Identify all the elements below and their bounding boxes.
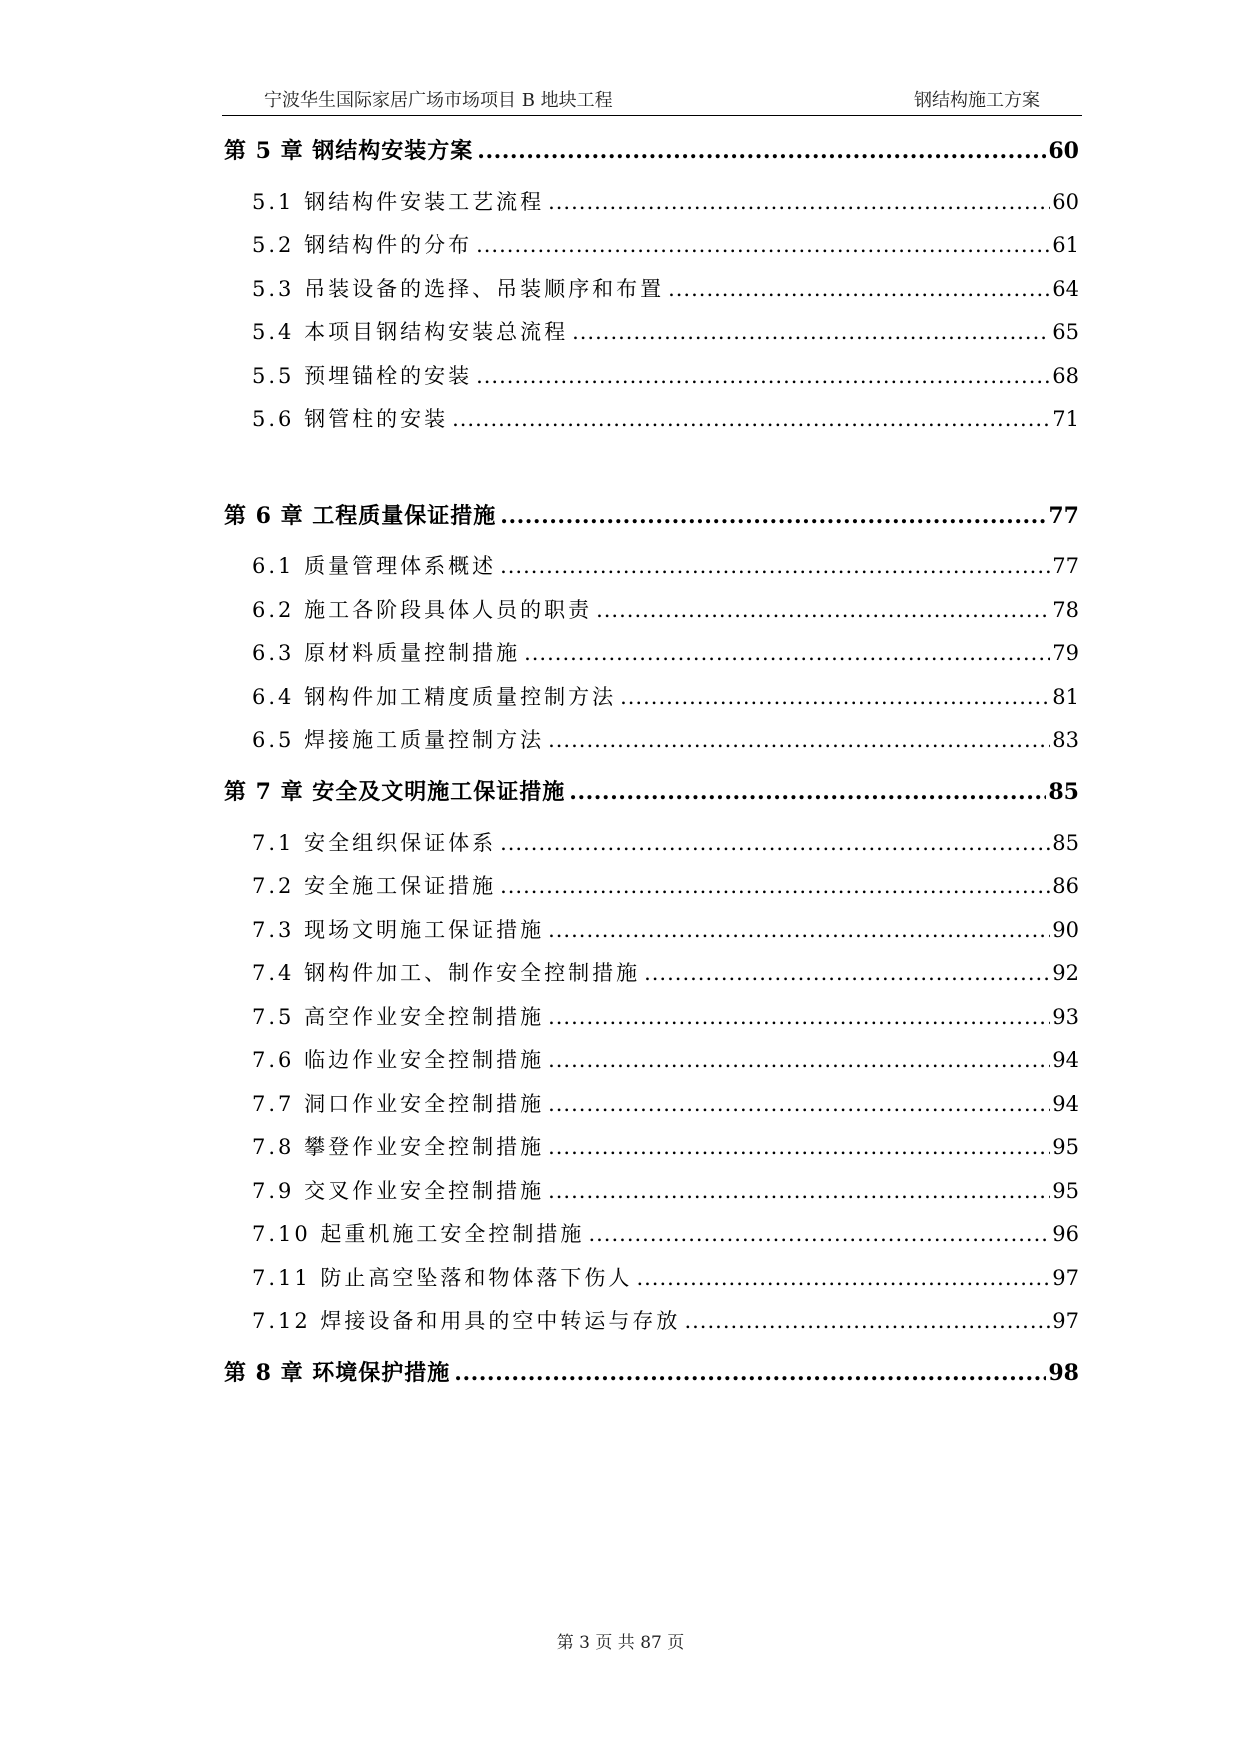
- toc-page-number: 77: [1048, 503, 1079, 529]
- toc-entry-label: 6.5 焊接施工质量控制方法: [252, 728, 545, 752]
- toc-leader-dots: [548, 1179, 1050, 1203]
- toc-entry-label: 6.3 原材料质量控制措施: [252, 641, 521, 665]
- toc-leader-dots: [588, 1222, 1050, 1246]
- toc-entry-label: 第 6 章 工程质量保证措施: [224, 503, 497, 529]
- toc-entry-label: 5.3 吊装设备的选择、吊装顺序和布置: [252, 277, 665, 301]
- toc-section-5-1: [252, 186, 1079, 216]
- toc-entry-label: 6.2 施工各阶段具体人员的职责: [252, 598, 593, 622]
- toc-leader-dots: [476, 233, 1050, 257]
- toc-section-7-6: [252, 1044, 1079, 1074]
- toc-entry-label: 第 5 章 钢结构安装方案: [224, 138, 474, 164]
- toc-page-number: 93: [1052, 1005, 1079, 1029]
- toc-page-number: 92: [1052, 961, 1079, 985]
- toc-entry-label: 7.6 临边作业安全控制措施: [252, 1048, 545, 1072]
- toc-page-number: 94: [1052, 1092, 1079, 1116]
- toc-page-number: 83: [1052, 728, 1079, 752]
- toc-chapter-7: [224, 775, 1079, 806]
- toc-leader-dots: [476, 364, 1050, 388]
- toc-leader-dots: [684, 1309, 1050, 1333]
- toc-page-number: 85: [1048, 779, 1079, 805]
- toc-section-6-2: [252, 594, 1079, 624]
- toc-page-number: 81: [1052, 685, 1079, 709]
- toc-section-5-2: [252, 229, 1079, 259]
- toc-leader-dots: [500, 874, 1050, 898]
- toc-section-7-12: [252, 1305, 1079, 1335]
- toc-entry-label: 7.9 交叉作业安全控制措施: [252, 1179, 545, 1203]
- toc-leader-dots: [668, 277, 1050, 301]
- toc-section-6-4: [252, 681, 1079, 711]
- header-document-title: 钢结构施工方案: [914, 90, 1040, 111]
- toc-entry-label: 6.1 质量管理体系概述: [252, 554, 497, 578]
- toc-leader-dots: [477, 138, 1046, 164]
- toc-page-number: 79: [1052, 641, 1079, 665]
- toc-leader-dots: [548, 1135, 1050, 1159]
- toc-section-5-4: [252, 316, 1079, 346]
- toc-chapter-6: [224, 499, 1079, 530]
- toc-leader-dots: [620, 685, 1050, 709]
- toc-entry-label: 第 7 章 安全及文明施工保证措施: [224, 779, 566, 805]
- toc-section-6-1: [252, 550, 1079, 580]
- toc-page-number: 65: [1052, 320, 1079, 344]
- toc-leader-dots: [454, 1360, 1046, 1386]
- toc-entry-label: 7.1 安全组织保证体系: [252, 831, 497, 855]
- toc-page-number: 64: [1052, 277, 1079, 301]
- toc-leader-dots: [548, 1092, 1050, 1116]
- toc-page-number: 98: [1048, 1360, 1079, 1386]
- toc-leader-dots: [548, 1048, 1050, 1072]
- toc-page-number: 77: [1052, 554, 1079, 578]
- toc-entry-label: 5.6 钢管柱的安装: [252, 407, 449, 431]
- toc-section-7-10: [252, 1218, 1079, 1248]
- toc-page-number: 78: [1052, 598, 1079, 622]
- toc-entry-label: 7.12 焊接设备和用具的空中转运与存放: [252, 1309, 681, 1333]
- toc-page-number: 95: [1052, 1135, 1079, 1159]
- toc-page-number: 90: [1052, 918, 1079, 942]
- toc-entry-label: 7.11 防止高空坠落和物体落下伤人: [252, 1266, 633, 1290]
- toc-section-7-4: [252, 957, 1079, 987]
- toc-entry-label: 7.7 洞口作业安全控制措施: [252, 1092, 545, 1116]
- toc-page-number: 97: [1052, 1266, 1079, 1290]
- toc-page-number: 96: [1052, 1222, 1079, 1246]
- header-project-title: 宁波华生国际家居广场市场项目 B 地块工程: [264, 90, 613, 111]
- toc-page-number: 71: [1052, 407, 1079, 431]
- toc-page-number: 61: [1052, 233, 1079, 257]
- toc-page-number: 60: [1052, 190, 1079, 214]
- toc-entry-label: 5.5 预埋锚栓的安装: [252, 364, 473, 388]
- page-footer: 第 3 页 共 87 页: [556, 1633, 685, 1653]
- toc-entry-label: 第 8 章 环境保护措施: [224, 1360, 451, 1386]
- toc-leader-dots: [572, 320, 1050, 344]
- toc-leader-dots: [548, 190, 1050, 214]
- toc-chapter-5: [224, 134, 1079, 165]
- toc-section-5-6: [252, 403, 1079, 433]
- toc-leader-dots: [524, 641, 1050, 665]
- toc-leader-dots: [500, 554, 1050, 578]
- toc-section-6-3: [252, 637, 1079, 667]
- toc-section-7-2: [252, 870, 1079, 900]
- toc-page-number: 86: [1052, 874, 1079, 898]
- toc-entry-label: 7.10 起重机施工安全控制措施: [252, 1222, 585, 1246]
- toc-section-7-8: [252, 1131, 1079, 1161]
- toc-section-5-3: [252, 273, 1079, 303]
- toc-entry-label: 5.1 钢结构件安装工艺流程: [252, 190, 545, 214]
- toc-leader-dots: [636, 1266, 1050, 1290]
- toc-entry-label: 5.2 钢结构件的分布: [252, 233, 473, 257]
- toc-entry-label: 6.4 钢构件加工精度质量控制方法: [252, 685, 617, 709]
- toc-section-7-3: [252, 914, 1079, 944]
- toc-entry-label: 7.3 现场文明施工保证措施: [252, 918, 545, 942]
- toc-leader-dots: [548, 728, 1050, 752]
- toc-leader-dots: [500, 503, 1046, 529]
- toc-page-number: 97: [1052, 1309, 1079, 1333]
- toc-page-number: 95: [1052, 1179, 1079, 1203]
- toc-entry-label: 7.8 攀登作业安全控制措施: [252, 1135, 545, 1159]
- toc-leader-dots: [596, 598, 1050, 622]
- toc-page-number: 94: [1052, 1048, 1079, 1072]
- toc-chapter-8: [224, 1356, 1079, 1387]
- toc-entry-label: 5.4 本项目钢结构安装总流程: [252, 320, 569, 344]
- toc-section-7-9: [252, 1175, 1079, 1205]
- toc-entry-label: 7.5 高空作业安全控制措施: [252, 1005, 545, 1029]
- toc-entry-label: 7.4 钢构件加工、制作安全控制措施: [252, 961, 641, 985]
- toc-section-5-5: [252, 360, 1079, 390]
- toc-leader-dots: [500, 831, 1050, 855]
- toc-leader-dots: [452, 407, 1050, 431]
- toc-leader-dots: [548, 918, 1050, 942]
- toc-section-7-7: [252, 1088, 1079, 1118]
- toc-leader-dots: [644, 961, 1050, 985]
- toc-section-7-11: [252, 1262, 1079, 1292]
- toc-section-7-1: [252, 827, 1079, 857]
- toc-page-number: 68: [1052, 364, 1079, 388]
- toc-section-7-5: [252, 1001, 1079, 1031]
- toc-entry-label: 7.2 安全施工保证措施: [252, 874, 497, 898]
- toc-page-number: 85: [1052, 831, 1079, 855]
- toc-leader-dots: [548, 1005, 1050, 1029]
- toc-leader-dots: [569, 779, 1046, 805]
- toc-page-number: 60: [1048, 138, 1079, 164]
- toc-section-6-5: [252, 724, 1079, 754]
